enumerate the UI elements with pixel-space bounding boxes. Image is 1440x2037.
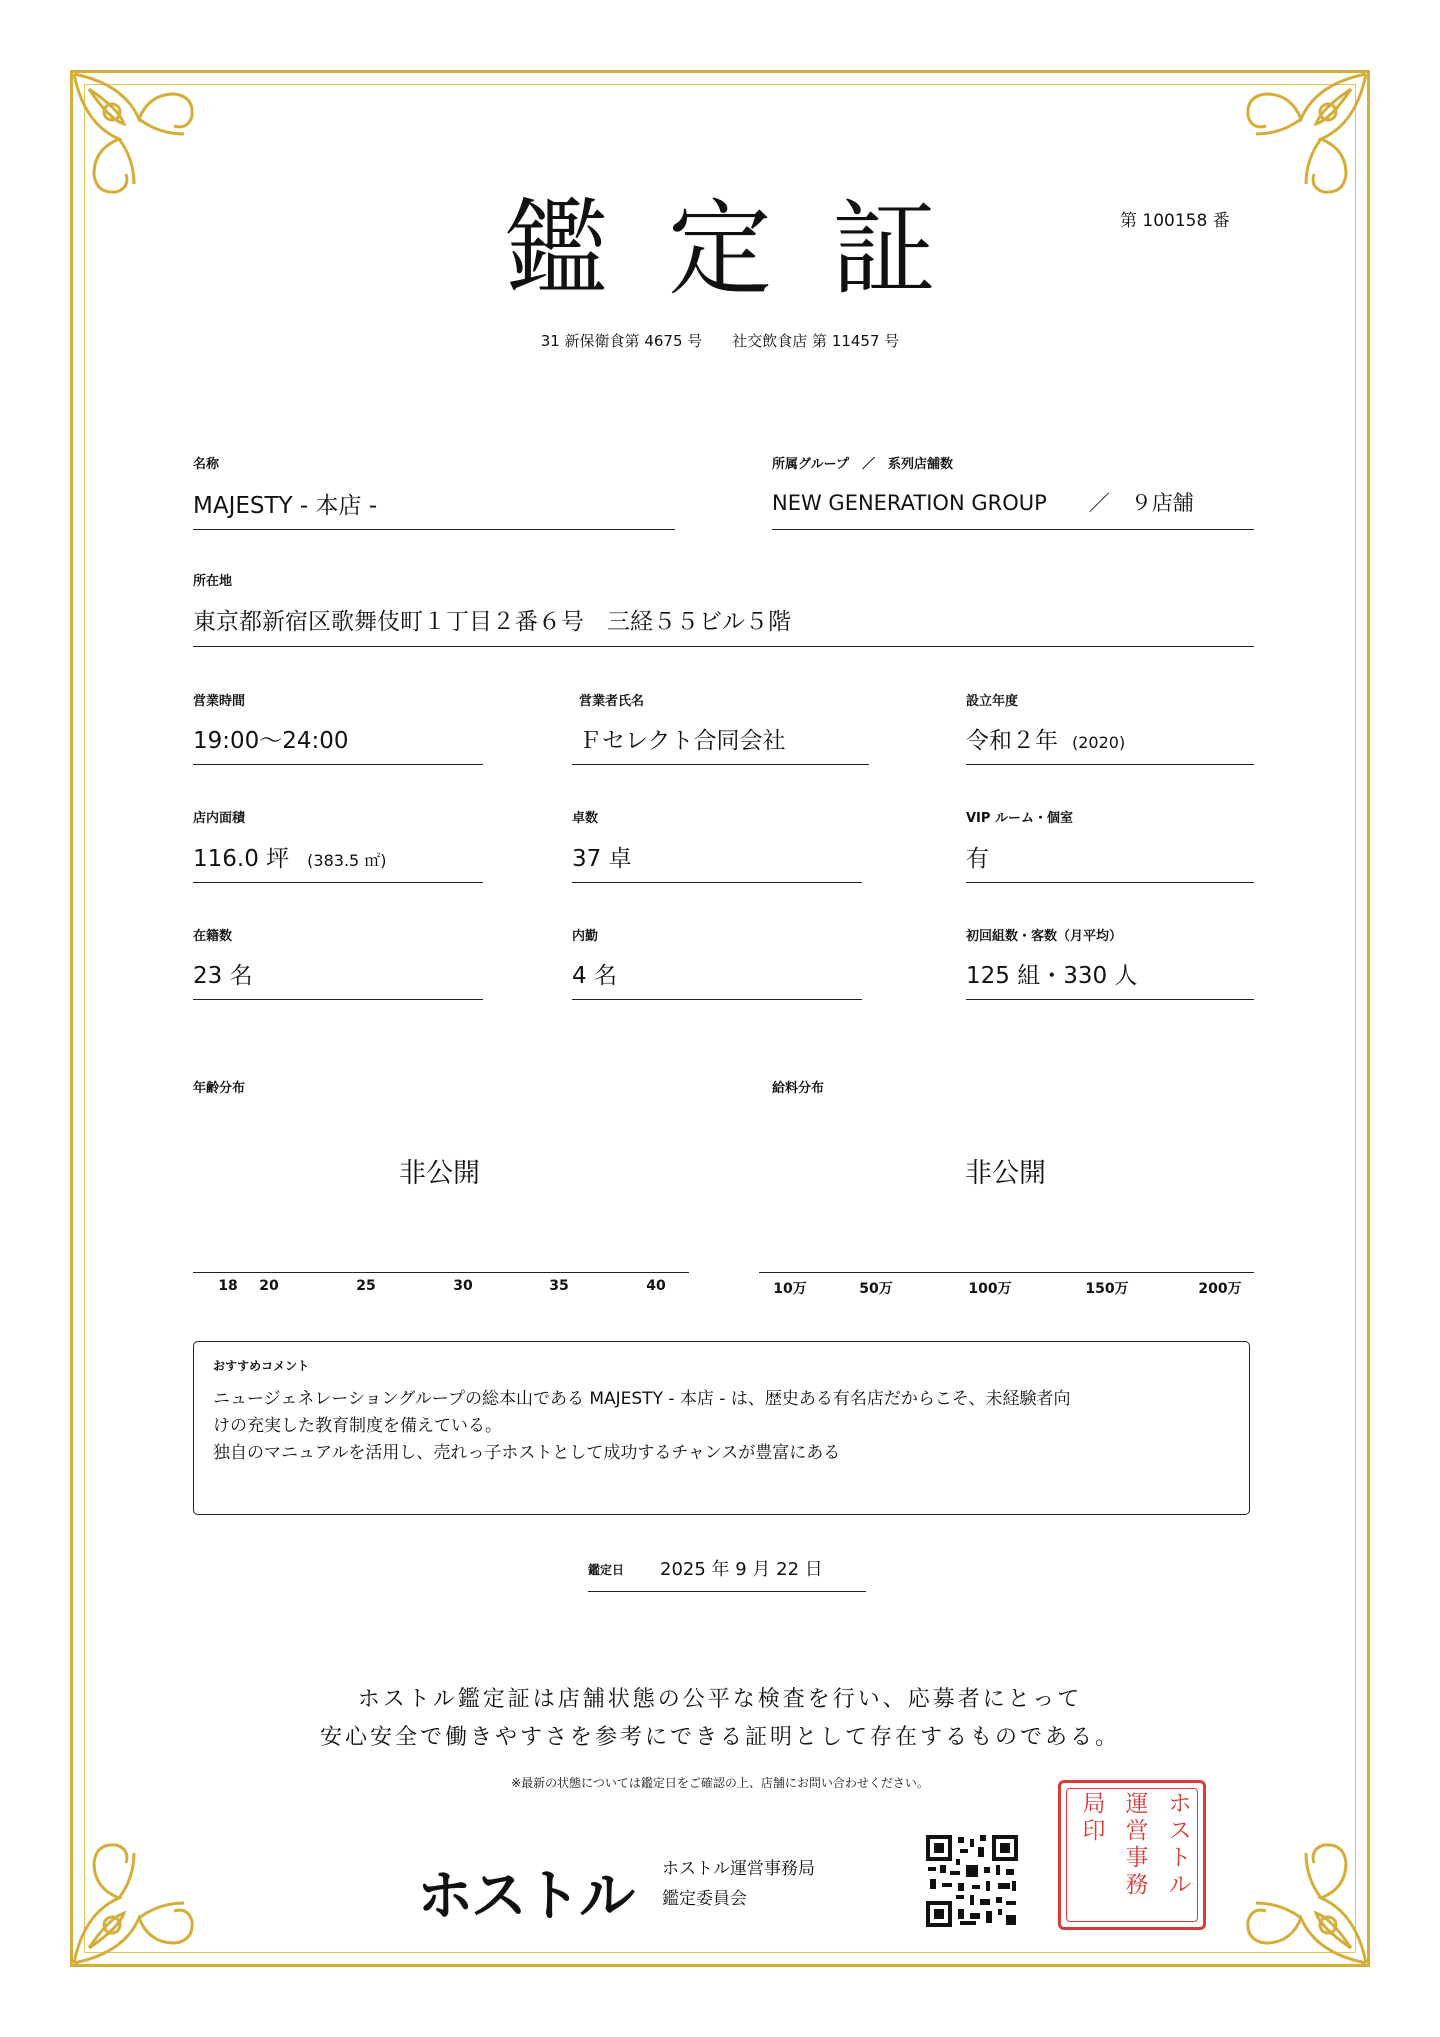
salary-distribution-status: 非公開 xyxy=(965,1158,1046,1189)
declaration-line: 安心安全で働きやすさを参考にできる証明として存在するものである。 xyxy=(319,1725,1120,1750)
staff-label: 在籍数 xyxy=(193,929,233,944)
committee-name: 鑑定委員会 xyxy=(662,1889,747,1909)
visitors-label: 初回組数・客数（月平均） xyxy=(966,929,1123,944)
name-label: 名称 xyxy=(193,457,220,472)
hostle-logo: ホストル xyxy=(417,1864,633,1929)
staff-value: 23 名 xyxy=(193,963,253,989)
qr-code-icon[interactable] xyxy=(926,1835,1018,1927)
certificate-inner-border xyxy=(84,84,1356,1953)
age-tick: 18 xyxy=(218,1278,238,1294)
salary-axis xyxy=(759,1272,1254,1273)
salary-tick: 10万 xyxy=(773,1281,807,1297)
staff-underline xyxy=(193,999,483,1000)
tables-underline xyxy=(572,882,862,883)
tables-label: 卓数 xyxy=(572,811,599,826)
salary-tick: 150万 xyxy=(1085,1281,1129,1297)
age-tick: 35 xyxy=(549,1278,569,1294)
official-seal: ホ ス ト ル 運 営 事 務 局 印 xyxy=(1058,1780,1206,1930)
area-sqm: (383.5 ㎡) xyxy=(307,851,387,870)
comment-line: 独自のマニュアルを活用し、売れっ子ホストとして成功するチャンスが豊富にある xyxy=(213,1443,841,1463)
visitors-underline xyxy=(966,999,1254,1000)
hours-label: 営業時間 xyxy=(193,694,246,709)
operator-value: Ｆセレクト合同会社 xyxy=(579,728,786,754)
founded-value xyxy=(966,722,1125,755)
corner-ornament-icon xyxy=(64,1823,214,1973)
comment-line: けの充実した教育制度を備えている。 xyxy=(213,1416,502,1436)
salary-tick: 100万 xyxy=(968,1281,1012,1297)
age-tick: 20 xyxy=(259,1278,279,1294)
vip-underline xyxy=(966,882,1254,883)
inner-staff-label: 内勤 xyxy=(572,929,599,944)
age-axis xyxy=(193,1272,689,1273)
address-value: 東京都新宿区歌舞伎町１丁目２番６号 三経５５ビル５階 xyxy=(193,609,791,635)
certificate-title: 鑑定証 xyxy=(503,188,996,310)
hours-value: 19:00〜24:00 xyxy=(193,728,349,754)
hours-underline xyxy=(193,764,483,765)
declaration-line: ホストル鑑定証は店舗状態の公平な検査を行い、応募者にとって xyxy=(357,1687,1083,1712)
vip-value: 有 xyxy=(966,846,989,872)
age-distribution-status: 非公開 xyxy=(399,1158,480,1189)
name-underline xyxy=(193,529,675,530)
salary-tick: 200万 xyxy=(1198,1281,1242,1297)
age-tick: 25 xyxy=(356,1278,376,1294)
inner-staff-underline xyxy=(572,999,862,1000)
name-value: MAJESTY - 本店 - xyxy=(193,493,378,519)
inner-staff-value: 4 名 xyxy=(572,963,617,989)
tables-value: 37 卓 xyxy=(572,846,632,872)
operator-label: 営業者氏名 xyxy=(579,694,645,709)
operator-underline xyxy=(572,764,869,765)
comment-text xyxy=(213,1386,1223,1467)
founded-underline xyxy=(966,764,1254,765)
area-underline xyxy=(193,882,483,883)
license-numbers: 31 新保衛食第 4675 号 社交飲食店 第 11457 号 xyxy=(540,332,900,350)
appraisal-date-underline xyxy=(588,1591,866,1592)
address-underline xyxy=(193,646,1254,647)
founded-year: 令和２年 xyxy=(966,728,1058,754)
vip-label: VIP ルーム・個室 xyxy=(966,811,1073,826)
age-tick: 30 xyxy=(453,1278,473,1294)
comment-line: ニュージェネレーショングループの総本山である MAJESTY - 本店 - は、歴史ある有名店だからこそ、未経験者向 xyxy=(213,1389,1071,1409)
founded-year-western: (2020) xyxy=(1072,733,1126,752)
comment-label: おすすめコメント xyxy=(213,1359,310,1373)
area-value xyxy=(193,840,387,873)
age-tick: 40 xyxy=(646,1278,666,1294)
disclaimer-note: ※最新の状態については鑑定日をご確認の上、店舗にお問い合わせください。 xyxy=(511,1776,929,1790)
area-tsubo: 116.0 坪 xyxy=(193,846,290,872)
founded-label: 設立年度 xyxy=(966,694,1019,709)
office-name: ホストル運営事務局 xyxy=(662,1859,815,1879)
address-label: 所在地 xyxy=(193,574,233,589)
area-label: 店内面積 xyxy=(193,811,246,826)
group-label: 所属グループ ／ 系列店舗数 xyxy=(772,457,953,472)
group-underline xyxy=(772,529,1254,530)
visitors-value: 125 組・330 人 xyxy=(966,963,1138,989)
corner-ornament-icon xyxy=(1226,1823,1376,1973)
appraisal-date: 2025 年 9 月 22 日 xyxy=(660,1559,823,1580)
appraisal-date-label: 鑑定日 xyxy=(588,1563,625,1577)
serial-number: 第 100158 番 xyxy=(1120,211,1230,231)
salary-distribution-label: 給料分布 xyxy=(772,1081,825,1096)
group-value: NEW GENERATION GROUP ／ ９店舗 xyxy=(772,491,1194,515)
age-distribution-label: 年齢分布 xyxy=(193,1081,246,1096)
salary-tick: 50万 xyxy=(859,1281,893,1297)
